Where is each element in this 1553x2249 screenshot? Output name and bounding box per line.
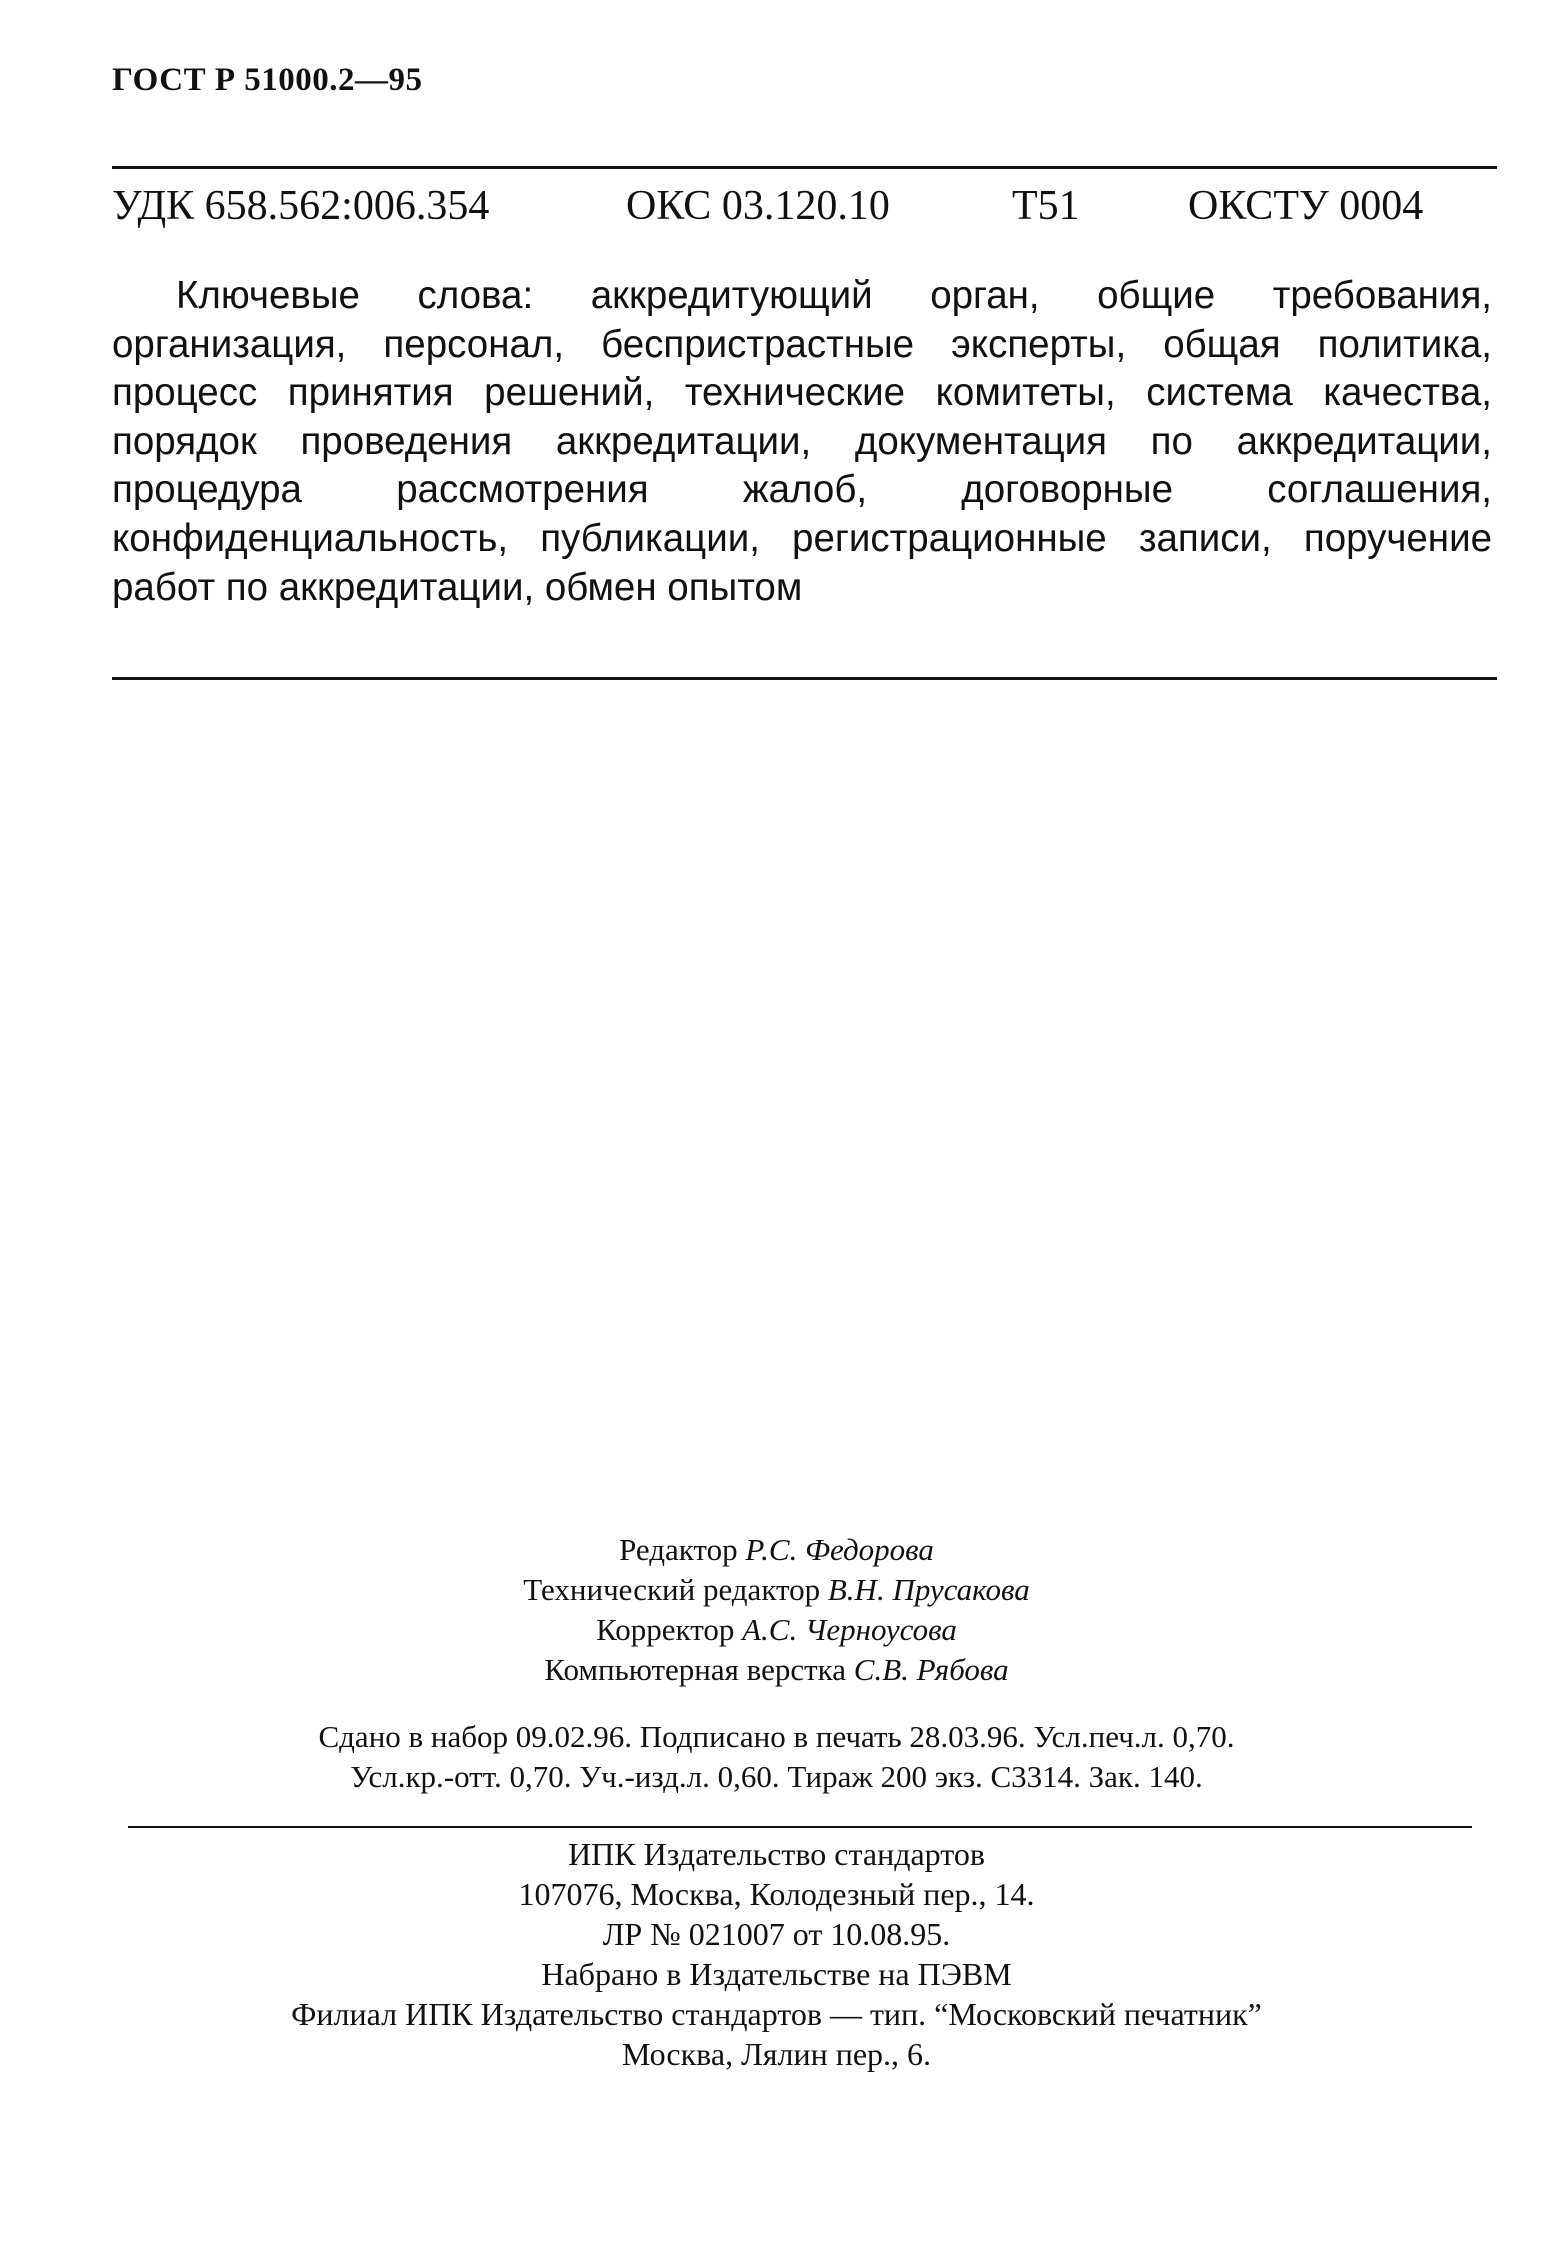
credit-name: С.В. Рябова [853,1652,1009,1687]
top-divider [112,166,1497,169]
udk-code: УДК 658.562:006.354 [112,183,490,229]
oks-code: ОКС 03.120.10 [626,183,890,229]
credit-role: Технический редактор [523,1572,821,1607]
print-info-line: Усл.кр.-отт. 0,70. Уч.-изд.л. 0,60. Тираж 200 экз. С3314. Зак. 140. [350,1759,1203,1794]
credits-block [0,1530,1553,1690]
publisher-name: ИПК Издательство стандартов [568,1836,985,1872]
credit-name: А.С. Черноусова [742,1612,957,1647]
credit-role: Корректор [596,1612,735,1647]
credit-proofreader [0,1610,1553,1650]
keywords-divider [112,677,1497,680]
print-info-block [0,1717,1553,1797]
credit-editor [0,1530,1553,1570]
publisher-block [0,1834,1553,2074]
keywords-paragraph: Ключевые слова: аккредитующий орган, общие требования, организация, персонал, беспристрастные эксперты, общая политика, процесс принятия решений, технические комитеты, система качества, порядок проведения аккредитации, документация по аккредитации, процедура рассмотрения жалоб, договорные соглашения, конфиденциальность, публикации, регистрационные записи, поручение работ по аккредитации, обмен опытом [112,274,1492,609]
standard-code-header: ГОСТ Р 51000.2—95 [112,62,423,98]
credit-name: В.Н. Прусакова [827,1572,1030,1607]
printing-house-address: Москва, Лялин пер., 6. [621,2036,932,2072]
credit-role: Компьютерная верстка [544,1652,847,1687]
publisher-license: ЛР № 021007 от 10.08.95. [602,1916,951,1952]
credit-name: Р.С. Федорова [745,1532,934,1567]
print-info-line: Сдано в набор 09.02.96. Подписано в печать 28.03.96. Усл.печ.л. 0,70. [318,1719,1235,1754]
okstu-code: ОКСТУ 0004 [1188,183,1424,229]
credit-tech-editor [0,1570,1553,1610]
publisher-typeset-note: Набрано в Издательстве на ПЭВМ [541,1956,1012,1992]
credit-layout [0,1650,1553,1690]
credit-role: Редактор [619,1532,738,1567]
publisher-address: 107076, Москва, Колодезный пер., 14. [518,1876,1035,1912]
group-code: Т51 [1012,183,1080,229]
printing-house: Филиал ИПК Издательство стандартов — тип. “Московский печатник” [291,1996,1262,2032]
publisher-divider [128,1826,1472,1828]
